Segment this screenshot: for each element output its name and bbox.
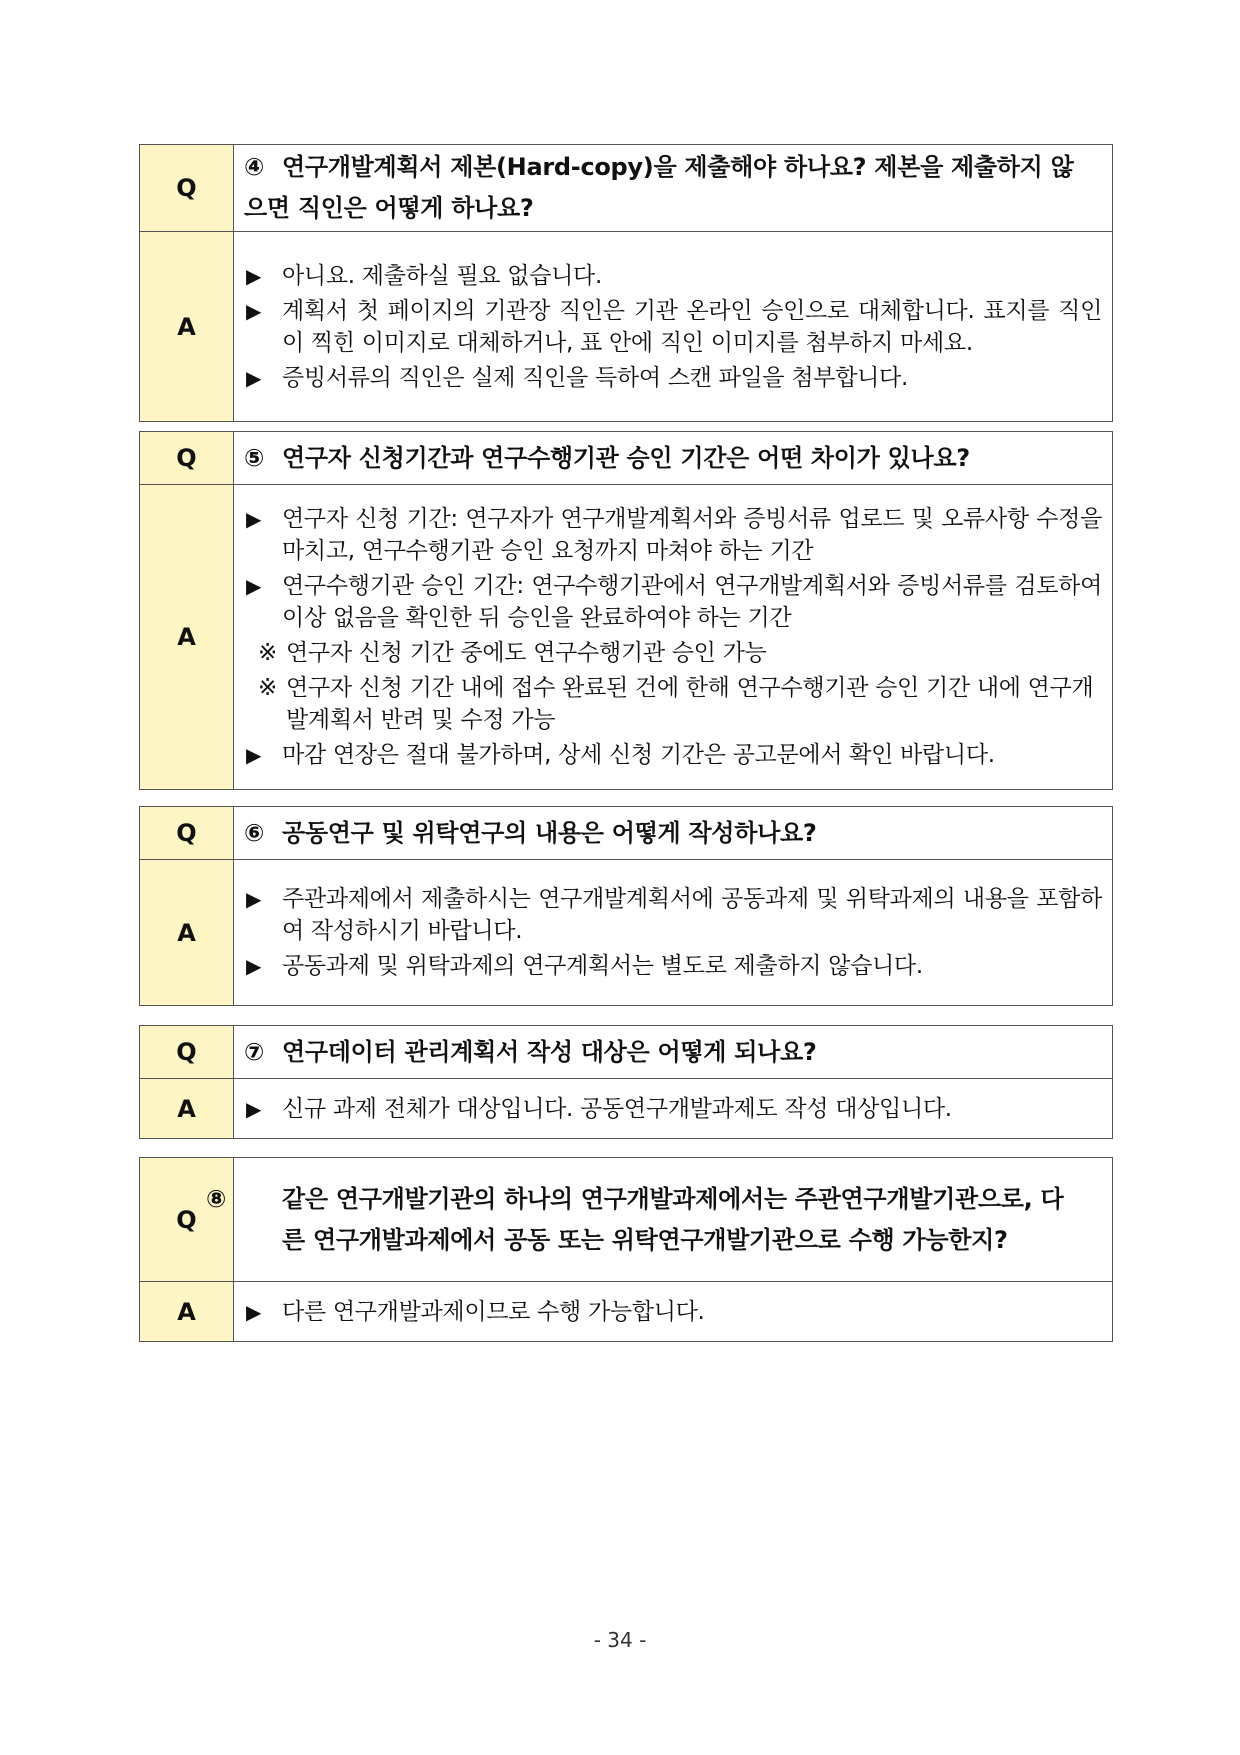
answer-item: ▶ 증빙서류의 직인은 실제 직인을 득하여 스캔 파일을 첨부합니다. (244, 362, 1102, 394)
answer-item: ▶ 연구자 신청 기간: 연구자가 연구개발계획서와 증빙서류 업로드 및 오류사항 수정을 마치고, 연구수행기관 승인 요청까지 마쳐야 하는 기간 (244, 503, 1102, 567)
answer-body (234, 860, 1113, 1006)
answer-label: A (140, 1079, 234, 1139)
bullet-icon: ▶ (246, 1299, 262, 1324)
qa-block-4 (139, 144, 1113, 422)
answer-item: ▶ 마감 연장은 절대 불가하며, 상세 신청 기간은 공고문에서 확인 바랍니다. (244, 739, 1102, 771)
answer-item: ▶ 주관과제에서 제출하시는 연구개발계획서에 공동과제 및 위탁과제의 내용을 포함하여 작성하시기 바랍니다. (244, 883, 1102, 947)
question-number: ⑦ (244, 1037, 265, 1066)
question-body: 연구개발계획서 제본(Hard-copy)을 제출해야 하나요? 제본을 제출하지 않으면 직인은 어떻게 하나요? (244, 153, 1074, 222)
bullet-icon: ▶ (246, 887, 262, 911)
question-text (234, 432, 1113, 485)
question-number: ④ (244, 153, 265, 181)
qa-block-7 (139, 1025, 1113, 1139)
answer-item: ▶ 연구수행기관 승인 기간: 연구수행기관에서 연구개발계획서와 증빙서류를 검토하여 이상 없음을 확인한 뒤 승인을 완료하여야 하는 기간 (244, 570, 1102, 634)
question-body: 공동연구 및 위탁연구의 내용은 어떻게 작성하나요? (282, 818, 817, 847)
page-number: - 34 - (593, 1628, 647, 1652)
answer-body (234, 1282, 1113, 1342)
bullet-icon: ▶ (246, 1096, 262, 1121)
reference-mark-icon: ※ (258, 675, 277, 701)
reference-mark-icon: ※ (258, 640, 277, 666)
bullet-icon: ▶ (246, 743, 262, 767)
question-number: ⑥ (244, 818, 265, 847)
bullet-icon: ▶ (246, 263, 262, 288)
bullet-icon: ▶ (246, 365, 262, 390)
question-label: Q (140, 807, 234, 860)
question-number: ⑤ (244, 443, 265, 472)
question-label: Q (140, 432, 234, 485)
answer-item: ▶ 계획서 첫 페이지의 기관장 직인은 기관 온라인 승인으로 대체합니다. 표지를 직인이 찍힌 이미지로 대체하거나, 표 안에 직인 이미지를 첨부하지 마세요. (244, 295, 1102, 359)
answer-item: ▶ 아니요. 제출하실 필요 없습니다. (244, 260, 1102, 292)
bullet-icon: ▶ (246, 507, 262, 531)
bullet-icon: ▶ (246, 298, 262, 323)
qa-block-8 (139, 1157, 1113, 1342)
answer-label: A (140, 860, 234, 1006)
answer-item: ▶ 다른 연구개발과제이므로 수행 가능합니다. (244, 1296, 1102, 1328)
question-label: Q (140, 1158, 234, 1282)
answer-body (234, 232, 1113, 422)
question-text (234, 807, 1113, 860)
bullet-icon: ▶ (246, 574, 262, 598)
question-number: ⑧ (206, 1184, 227, 1213)
answer-body (234, 485, 1113, 790)
answer-item: ▶ 공동과제 및 위탁과제의 연구계획서는 별도로 제출하지 않습니다. (244, 950, 1102, 982)
answer-label: A (140, 232, 234, 422)
answer-label: A (140, 485, 234, 790)
answer-item: ▶ 신규 과제 전체가 대상입니다. 공동연구개발과제도 작성 대상입니다. (244, 1093, 1102, 1125)
question-text (206, 1158, 1113, 1282)
answer-label: A (140, 1282, 234, 1342)
question-body: 같은 연구개발기관의 하나의 연구개발과제에서는 주관연구개발기관으로, 다른 연구개발과제에서 공동 또는 위탁연구개발기관으로 수행 가능한지? (282, 1184, 1064, 1254)
question-body: 연구데이터 관리계획서 작성 대상은 어떻게 되나요? (282, 1037, 817, 1066)
qa-block-5 (139, 431, 1113, 790)
answer-note: ※ 연구자 신청 기간 내에 접수 완료된 건에 한해 연구수행기관 승인 기간 내에 연구개발계획서 반려 및 수정 가능 (244, 672, 1102, 736)
question-text (234, 1026, 1113, 1079)
answer-body (234, 1079, 1113, 1139)
question-body: 연구자 신청기간과 연구수행기관 승인 기간은 어떤 차이가 있나요? (282, 443, 970, 472)
qa-block-6 (139, 806, 1113, 1006)
question-label: Q (140, 1026, 234, 1079)
bullet-icon: ▶ (246, 954, 262, 978)
question-label: Q (140, 145, 234, 232)
answer-note: ※ 연구자 신청 기간 중에도 연구수행기관 승인 가능 (244, 637, 1102, 669)
question-text (234, 145, 1113, 232)
